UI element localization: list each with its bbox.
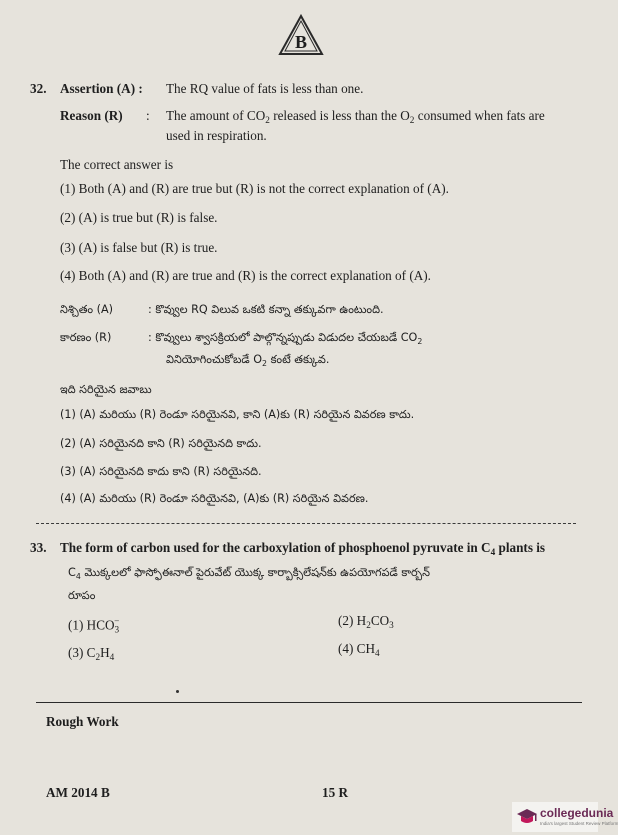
te-option-1: (1) (A) మరియు (R) రెండూ సరియైనవి, కాని (A)కు (R) సరియైన వివరణ కాదు.: [60, 408, 415, 421]
booklet-code-badge: [278, 14, 324, 56]
te-reason-text: : కొవ్వులు శ్వాసక్రియలో పాల్గొన్నప్పుడు విడుదల చేయబడే $CO_2$: [148, 331, 423, 346]
page-number: 15 R: [322, 785, 349, 800]
option-2: (2) (A) is true but (R) is false.: [60, 210, 218, 225]
te-assertion-label: నిశ్చితం (A): [60, 303, 114, 316]
te-reason-label: కారణం (R): [60, 331, 112, 344]
option-4: (4) Both (A) and (R) are true and (R) is the correct explanation of (A).: [60, 268, 431, 283]
rough-work-divider: [36, 702, 582, 703]
rough-work-label: Rough Work: [46, 714, 119, 729]
option-1: (1) Both (A) and (R) are true but (R) is not the correct explanation of (A).: [60, 181, 449, 196]
question-32-number: 32.: [30, 81, 47, 96]
te-option-2: (2) (A) సరియైనది కాని (R) సరియైనది కాదు.: [60, 437, 262, 450]
q33-option-4: (4) $CH_4$: [338, 641, 380, 658]
graduation-cap-icon: [516, 807, 538, 827]
booklet-code: B: [294, 32, 307, 52]
te-option-4: (4) (A) మరియు (R) రెండూ సరియైనవి, (A)కు (R) సరియైన వివరణ.: [60, 492, 369, 505]
reason-text: The amount of $CO_2$ released is less than the $O_2$ consumed when fats are: [166, 108, 545, 125]
te-question-33-text-continued: రూపం: [68, 589, 96, 602]
assertion-text: The RQ value of fats is less than one.: [166, 81, 364, 96]
te-assertion-text: : కొవ్వుల RQ విలువ ఒకటి కన్నా తక్కువగా ఉంటుంది.: [148, 303, 384, 316]
option-3: (3) (A) is false but (R) is true.: [60, 240, 218, 255]
question-divider: [36, 523, 576, 524]
te-question-33-text: $C_4$ మొక్కలలో ఫాస్ఫోఈనాల్ పైరువేట్ యొక్క కార్బాక్సిలేషన్‌కు ఉపయోగపడే కార్బన్: [68, 566, 430, 581]
q33-option-3: (3) $C_2H_4$: [68, 645, 115, 662]
answer-prompt: The correct answer is: [60, 157, 174, 172]
te-answer-prompt: ఇది సరియైన జవాబు: [60, 383, 152, 396]
stray-dot: [176, 690, 179, 693]
footer-code: AM 2014 B: [46, 785, 110, 800]
q33-option-1: (1) $HCO_3^-$: [68, 616, 120, 635]
reason-label: Reason (R): [60, 108, 123, 123]
watermark-tagline: India's largest Student Review Platform: [540, 821, 618, 826]
te-reason-text-continued: వినియోగించుకోబడే $O_2$ కంటే తక్కువ.: [166, 353, 330, 368]
q33-option-2: (2) $H_2CO_3$: [338, 613, 394, 630]
watermark-brand: collegedunia: [540, 806, 614, 820]
collegedunia-watermark: [512, 802, 618, 832]
reason-colon: :: [146, 108, 150, 123]
te-option-3: (3) (A) సరియైనది కాదు కాని (R) సరియైనది.: [60, 465, 262, 478]
reason-text-continued: used in respiration.: [166, 128, 267, 143]
assertion-label: Assertion (A) :: [60, 81, 143, 96]
question-33-text: The form of carbon used for the carboxylation of phosphoenol pyruvate in $C_4$ plants is: [60, 540, 546, 557]
question-33-number: 33.: [30, 540, 47, 555]
